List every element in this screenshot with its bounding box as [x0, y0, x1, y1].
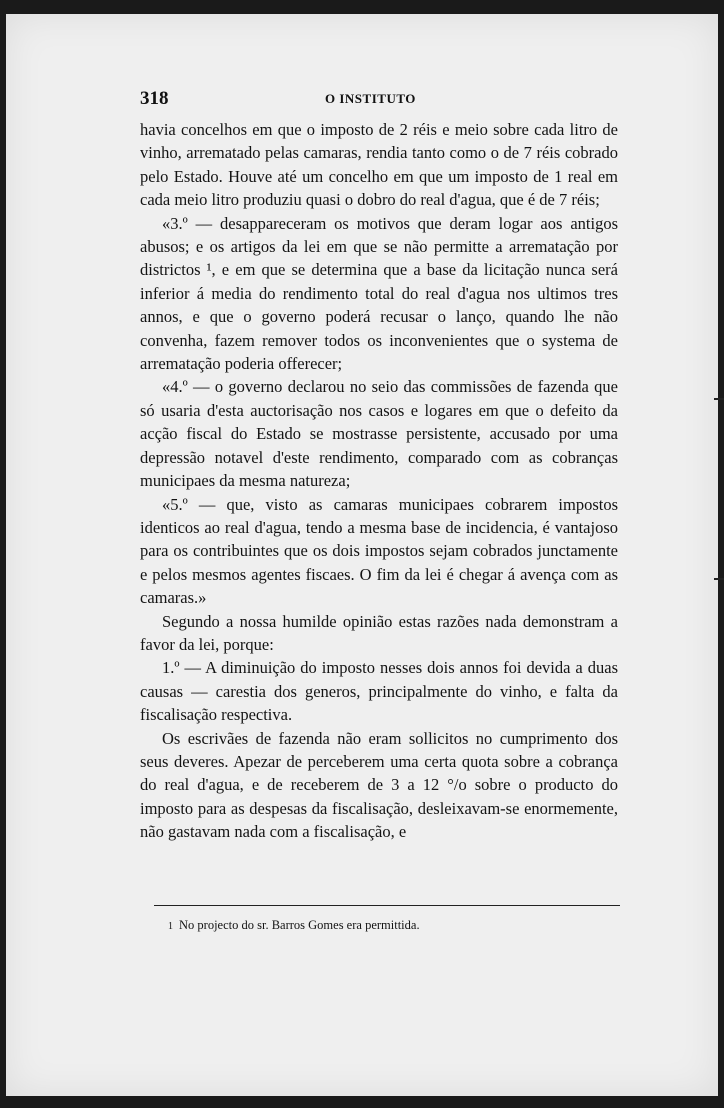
edge-mark [714, 398, 724, 400]
footnote-mark: 1 [168, 921, 173, 932]
running-title: O INSTITUTO [325, 91, 416, 106]
footnote-divider [154, 905, 620, 906]
footnote-text: No projecto do sr. Barros Gomes era permittida. [179, 918, 420, 932]
paragraph: havia concelhos em que o imposto de 2 réis e meio sobre cada litro de vinho, arrematado pelas camaras, rendia tanto como o de 7 réis cobrado pelo Estado. Houve até um concelho em que um imposto de 1 real em cada meio litro produziu quasi o dobro do real d'agua, que é de 7 réis; [140, 120, 618, 210]
footnote [168, 918, 618, 933]
paragraph: «5.º — que, visto as camaras municipaes cobrarem impostos identicos ao real d'agua, tendo a mesma base de incidencia, é vantajoso para os contribuintes que os dois impostos sejam cobrados junctamente e pelos mesmos agentes fiscaes. O fim da lei é chegar á avença com as camaras.» [140, 494, 618, 608]
body-text [140, 118, 618, 844]
paragraph: Os escrivães de fazenda não eram sollicitos no cumprimento dos seus deveres. Apezar de perceberem uma certa quota sobre a cobrança do real d'agua, e de receberem de 3 a 12 °/o sobre o producto do imposto para as despesas da fiscalisação, desleixavam-se enormemente, não gastavam nada com a fiscalisação, e [140, 728, 618, 842]
paragraph: «4.º — o governo declarou no seio das commissões de fazenda que só usaria d'esta auctorisação nos casos e logares em que o defeito da acção fiscal do Estado se mostrasse persistente, accusado por uma depressão notavel d'este rendimento, comparado com as cobranças municipaes da mesma natureza; [140, 377, 618, 491]
edge-mark [714, 578, 724, 580]
paragraph: 1.º — A diminuição do imposto nesses dois annos foi devida a duas causas — carestia dos generos, principalmente do vinho, e falta da fiscalisação respectiva. [140, 658, 618, 725]
paragraph: Segundo a nossa humilde opinião estas razões nada demonstram a favor da lei, porque: [140, 611, 618, 654]
page-number: 318 [140, 88, 169, 109]
paragraph: «3.º — desappareceram os motivos que deram logar aos antigos abusos; e os artigos da lei em que se não permitte a arrematação por districtos ¹, e em que se determina que a base da licitação nunca será inferior á media do rendimento total do real d'agua nos ultimos tres annos, e que o governo poderá recusar o lanço, quando lhe não convenha, fazem remover todos os inconvenientes que o systema de arrematação poderia offerecer; [140, 213, 618, 374]
page-header [140, 88, 614, 110]
